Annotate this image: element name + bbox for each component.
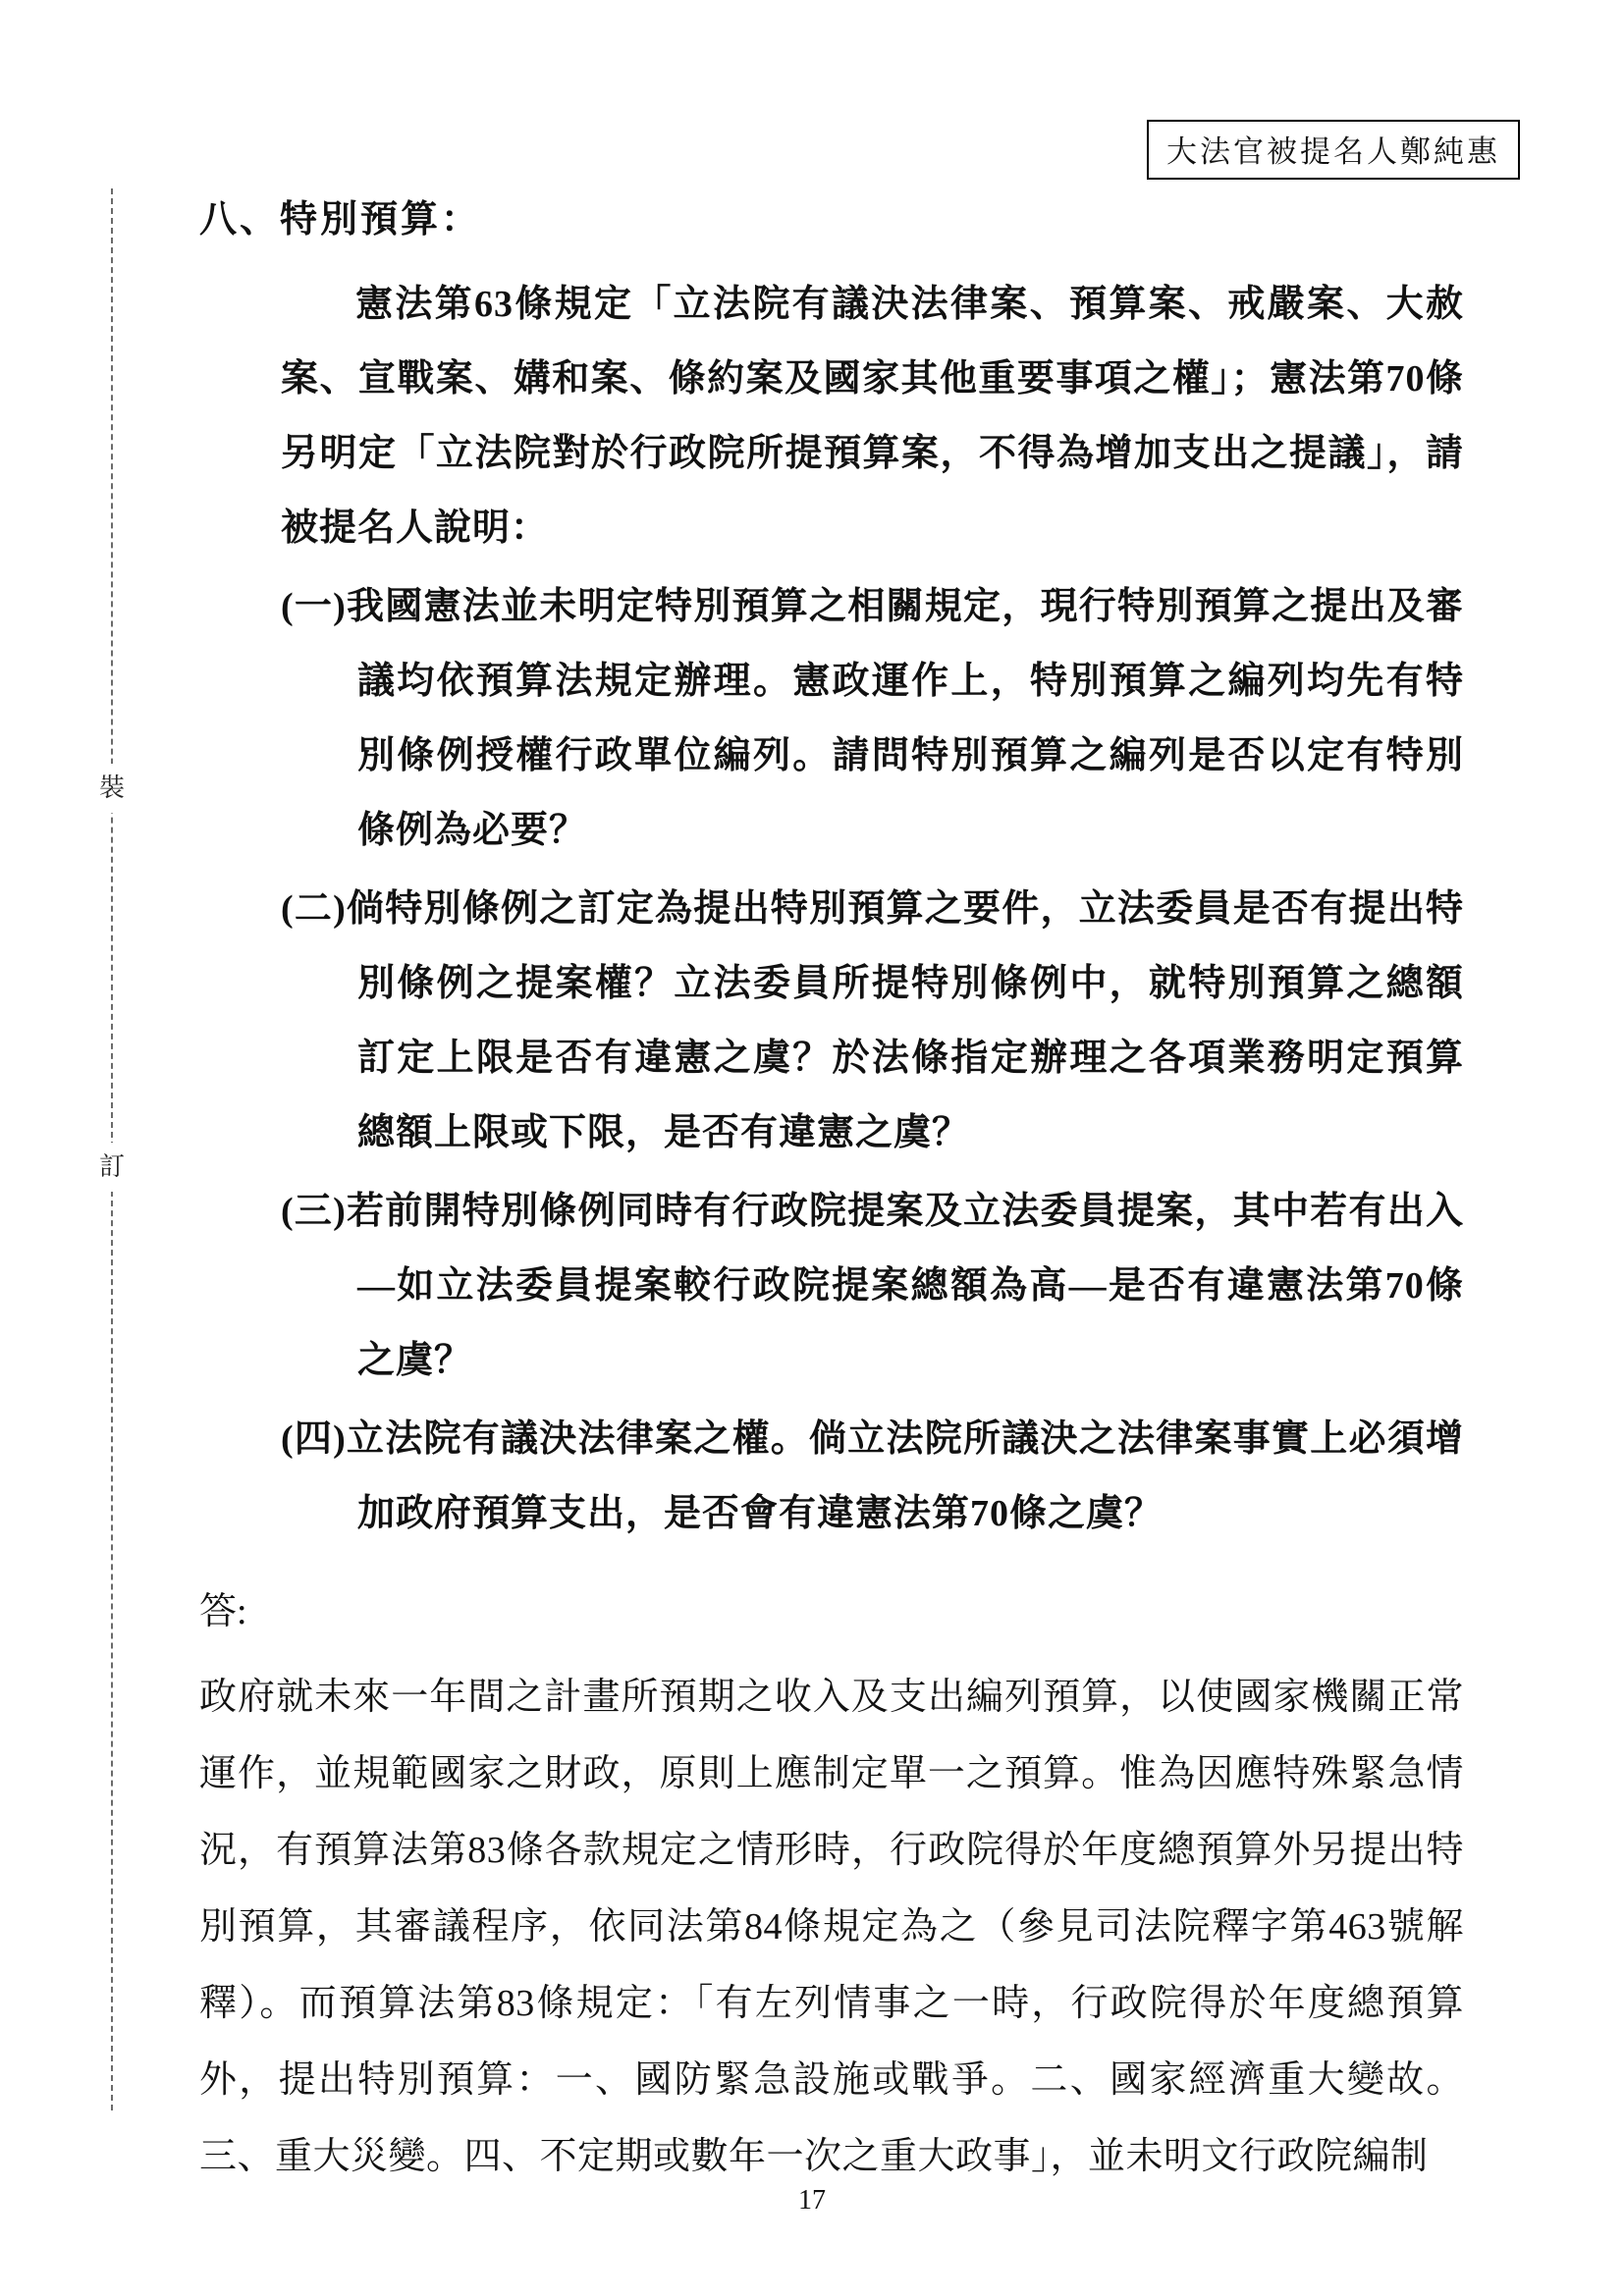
question-item-marker: (二) <box>281 888 347 930</box>
question-item-text: 立法院有議決法律案之權。倘立法院所議決之法律案事實上必須增加政府預算支出，是否會有違憲法第70條之虞？ <box>346 1418 1464 1534</box>
question-item-marker: (三) <box>281 1191 347 1232</box>
section-title: 八、特別預算： <box>199 199 482 240</box>
answer-label: 答: <box>199 1591 247 1632</box>
answer-paragraph: 政府就未來一年間之計畫所預期之收入及支出編列預算，以使國家機關正常運作，並規範國家之財政，原則上應制定單一之預算。惟為因應特殊緊急情況，有預算法第83條各款規定之情形時，行政院得於年度總預算外另提出特別預算，其審議程序，依同法第84條規定為之（參見司法院釋字第463號解釋）。而預算法第83條規定：「有左列情事之一時，行政院得於年度總預算外，提出特別預算：一、國防緊急設施或戰爭。二、國家經濟重大變故。三、重大災變。四、不定期或數年一次之重大政事」，並未明文行政院編制 <box>199 1677 1464 2177</box>
page-number: 17 <box>798 2185 826 2216</box>
document-body <box>199 183 1464 2195</box>
question-item-text: 若前開特別條例同時有行政院提案及立法委員提案，其中若有出入—如立法委員提案較行政院提案總額為高—是否有違憲法第70條之虞？ <box>346 1191 1464 1381</box>
binding-mark-ding: 訂 <box>96 1143 128 1192</box>
nominee-header-stamp: 大法官被提名人鄭純惠 <box>1147 120 1520 180</box>
question-item <box>281 1402 1464 1551</box>
question-item-text: 我國憲法並未明定特別預算之相關規定，現行特別預算之提出及審議均依預算法規定辦理。憲政運作上，特別預算之編列均先有特別條例授權行政單位編列。請問特別預算之編列是否以定有特別條例為必要？ <box>346 586 1464 851</box>
binding-mark-zhuang: 裝 <box>96 764 128 813</box>
question-item <box>281 1174 1464 1398</box>
question-item <box>281 569 1464 868</box>
question-item-text: 倘特別條例之訂定為提出特別預算之要件，立法委員是否有提出特別條例之提案權？立法委員所提特別條例中，就特別預算之總額訂定上限是否有違憲之虞？於法條指定辦理之各項業務明定預算總額上限或下限，是否有違憲之虞？ <box>346 888 1464 1153</box>
section-intro-paragraph: 憲法第63條規定「立法院有議決法律案、預算案、戒嚴案、大赦案、宣戰案、媾和案、條約案及國家其他重要事項之權」；憲法第70條另明定「立法院對於行政院所提預算案，不得為增加支出之提議」，請被提名人說明： <box>281 284 1464 549</box>
question-item-marker: (四) <box>281 1418 347 1460</box>
question-item <box>281 872 1464 1170</box>
question-item-marker: (一) <box>281 586 347 627</box>
